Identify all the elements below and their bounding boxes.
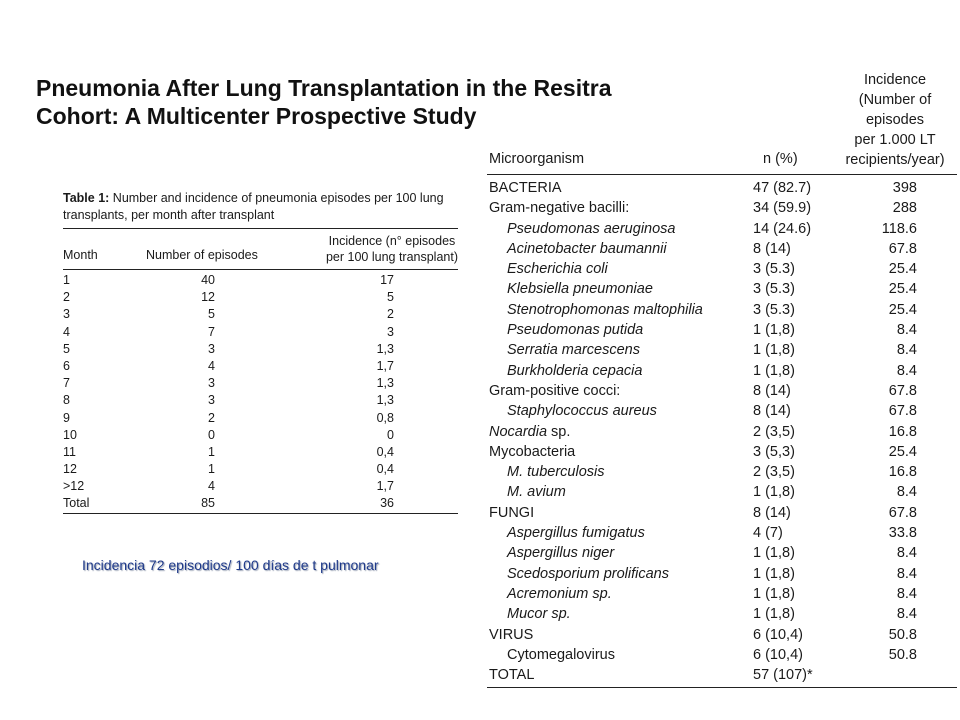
cell-n-percent: 8 (14) [753,382,791,399]
column-header-incidence-line: per 1.000 LT [854,132,936,148]
cell-n-percent: 4 (7) [753,525,783,542]
cell-month: 10 [63,427,77,442]
column-header-incidence-line-1: Incidence (n° episodes [328,234,456,248]
cell-microorganism: VIRUS [489,626,534,643]
column-header-incidence-per-1000 [835,70,955,170]
cell-microorganism: Mucor sp. [507,606,571,623]
cell-incidence: 16.8 [888,464,917,481]
cell-microorganism: Acinetobacter baumannii [507,240,667,257]
cell-microorganism: Gram-positive cocci: [489,382,621,399]
cell-incidence: 25.4 [888,301,917,318]
cell-month: 9 [63,410,70,425]
microorganism-row [487,645,957,665]
cell-microorganism: Gram-negative bacilli: [489,200,630,217]
cell-month: 4 [63,324,70,339]
cell-microorganism: Mycobacteria [489,443,576,460]
cell-microorganism: Aspergillus fumigatus [507,525,645,542]
microorganism-row [487,219,957,239]
cell-month: 8 [63,393,70,408]
table-row [63,427,458,444]
cell-month: 2 [63,290,70,305]
cell-n-percent: 14 (24.6) [753,220,812,237]
incidence-note: Incidencia 72 episodios/ 100 días de t pulmonar [82,557,379,573]
cell-microorganism: BACTERIA [489,180,562,196]
cell-incidence: 25.4 [888,261,917,278]
cell-episodes: 3 [208,376,215,391]
cell-incidence: 0,8 [376,410,394,425]
microorganism-row [487,279,957,299]
cell-incidence: 8.4 [896,545,917,562]
cell-incidence: 50.8 [888,646,917,663]
table-bottom-rule [63,513,458,514]
cell-microorganism: M. tuberculosis [507,464,605,481]
cell-month: 5 [63,341,70,356]
cell-episodes: 5 [208,307,215,322]
table-row [63,324,458,341]
cell-incidence: 288 [892,200,917,217]
table-row [63,358,458,375]
microorganism-row [487,442,957,462]
cell-month: 7 [63,376,70,391]
cell-n-percent: 8 (14) [753,504,791,521]
cell-microorganism: Escherichia coli [507,261,608,278]
cell-incidence: 67.8 [888,240,917,257]
microorganism-row [487,422,957,442]
cell-month: 3 [63,307,70,322]
microorganism-row [487,462,957,482]
cell-n-percent: 1 (1,8) [753,342,795,359]
cell-n-percent: 3 (5.3) [753,301,795,318]
table-caption-text: Number and incidence of pneumonia episodes per 100 lung transplants, per month after transplant [63,191,444,222]
cell-n-percent: 3 (5.3) [753,261,795,278]
microorganism-row [487,625,957,645]
cell-n-percent: 1 (1,8) [753,585,795,602]
cell-month: 12 [63,462,77,477]
table-row [63,306,458,323]
cell-episodes: 3 [208,393,215,408]
table-row [63,444,458,461]
cell-n-percent: 8 (14) [753,240,791,257]
cell-n-percent: 1 (1,8) [753,545,795,562]
table-caption [63,190,458,224]
microorganism-row [487,361,957,381]
table-caption-label: Table 1: [63,191,110,205]
cell-episodes: 4 [208,358,215,373]
column-header-month: Month [63,248,98,262]
cell-incidence: 16.8 [888,423,917,440]
table-row [63,410,458,427]
table-row [63,341,458,358]
microorganism-table-body [487,175,957,685]
cell-microorganism: Pseudomonas aeruginosa [507,220,676,237]
table-header [63,229,458,269]
cell-n-percent: 47 (82.7) [753,180,812,196]
cell-incidence: 8.4 [896,585,917,602]
cell-microorganism-suffix: sp. [547,423,571,440]
microorganism-row [487,665,957,685]
cell-microorganism: Staphylococcus aureus [507,403,657,420]
table-body [63,270,458,513]
cell-microorganism: TOTAL [489,667,535,684]
cell-incidence: 67.8 [888,403,917,420]
slide-title-line-2: Cohort: A Multicenter Prospective Study [36,103,477,129]
column-header-incidence-line: (Number of [858,92,932,108]
column-header-incidence-line: recipients/year) [845,152,945,168]
cell-incidence: 8.4 [896,362,917,379]
column-header-episodes: Number of episodes [146,248,258,262]
table-row [63,392,458,409]
cell-incidence: 0,4 [376,462,394,477]
cell-microorganism: M. avium [507,484,566,501]
cell-microorganism [489,422,570,442]
cell-n-percent: 1 (1,8) [753,606,795,623]
cell-n-percent: 6 (10,4) [753,646,803,663]
column-header-incidence-line: Incidence [863,72,927,88]
cell-incidence: 2 [387,307,394,322]
cell-incidence: 1,7 [376,479,394,494]
microorganism-row [487,259,957,279]
cell-incidence: 8.4 [896,565,917,582]
microorganism-row [487,239,957,259]
cell-episodes: 3 [208,341,215,356]
cell-episodes: 4 [208,479,215,494]
microorganism-table [487,68,957,688]
cell-microorganism: FUNGI [489,504,535,521]
cell-incidence: 17 [380,273,394,287]
cell-n-percent: 3 (5.3) [753,281,795,298]
microorganism-row [487,564,957,584]
cell-incidence: 3 [387,324,394,339]
cell-episodes: 0 [208,427,215,442]
cell-n-percent: 34 (59.9) [753,200,812,217]
cell-incidence: 0,4 [376,444,394,459]
microorganism-row [487,300,957,320]
cell-episodes: 12 [201,290,215,305]
cell-incidence: 0 [387,427,394,442]
cell-incidence: 118.6 [881,220,917,237]
cell-microorganism: Pseudomonas putida [507,322,644,339]
cell-n-percent: 2 (3,5) [753,423,795,440]
cell-incidence: 5 [387,290,394,305]
table-row [63,272,458,289]
cell-incidence: 25.4 [888,281,917,298]
microorganism-row [487,584,957,604]
cell-microorganism: Cytomegalovirus [507,646,615,663]
cell-incidence: 33.8 [888,525,917,542]
cell-episodes: 1 [208,462,215,477]
cell-n-percent: 1 (1,8) [753,362,795,379]
microorganism-row [487,401,957,421]
cell-month: 6 [63,358,70,373]
microorganism-row [487,482,957,502]
microorganism-row [487,198,957,218]
microorganism-row [487,543,957,563]
microorganism-table-bottom-rule [487,687,957,688]
cell-microorganism: Burkholderia cepacia [507,362,643,379]
table-row [63,478,458,495]
cell-n-percent: 57 (107)* [753,667,813,684]
cell-incidence: 8.4 [896,484,917,501]
cell-incidence: 8.4 [896,322,917,339]
microorganism-table-header [487,68,957,174]
cell-episodes: 85 [201,496,215,511]
table-row [63,375,458,392]
cell-n-percent: 8 (14) [753,403,791,420]
column-header-incidence-line-2: per 100 lung transplant) [325,250,458,264]
cell-n-percent: 6 (10,4) [753,626,803,643]
microorganism-row [487,523,957,543]
cell-episodes: 2 [208,410,215,425]
cell-episodes: 40 [201,273,215,287]
microorganism-row [487,381,957,401]
cell-incidence: 8.4 [896,342,917,359]
cell-microorganism: Stenotrophomonas maltophilia [507,301,703,318]
column-header-n-percent: n (%) [763,151,798,167]
episodes-per-month-table [63,190,458,514]
microorganism-row [487,340,957,360]
cell-microorganism: Scedosporium prolificans [507,565,669,582]
cell-month: >12 [63,479,85,494]
table-row [63,461,458,478]
microorganism-row [487,178,957,198]
cell-episodes: 1 [208,444,215,459]
cell-n-percent: 1 (1,8) [753,565,795,582]
cell-incidence: 1,7 [376,358,394,373]
cell-incidence: 398 [892,180,917,196]
column-header-incidence [326,233,458,265]
cell-microorganism: Aspergillus niger [507,545,615,562]
cell-n-percent: 2 (3,5) [753,464,795,481]
slide-title-line-1: Pneumonia After Lung Transplantation in the Resitra [36,75,612,101]
table-row [63,495,458,512]
cell-month: Total [63,496,90,511]
cell-month: 1 [63,273,70,287]
cell-microorganism: Klebsiella pneumoniae [507,281,653,298]
cell-n-percent: 3 (5,3) [753,443,795,460]
cell-microorganism: Acremonium sp. [507,585,612,602]
cell-incidence: 50.8 [888,626,917,643]
microorganism-row [487,503,957,523]
cell-incidence: 67.8 [888,382,917,399]
cell-incidence: 25.4 [888,443,917,460]
column-header-incidence-line: episodes [865,112,925,128]
cell-incidence: 36 [380,496,394,511]
cell-incidence: 1,3 [376,393,394,408]
cell-n-percent: 1 (1,8) [753,322,795,339]
cell-incidence: 1,3 [376,376,394,391]
table-row [63,289,458,306]
cell-n-percent: 1 (1,8) [753,484,795,501]
cell-incidence: 1,3 [376,341,394,356]
microorganism-row [487,320,957,340]
column-header-microorganism: Microorganism [489,151,585,167]
cell-microorganism: Serratia marcescens [507,342,640,359]
cell-microorganism-genus: Nocardia [489,423,548,440]
cell-incidence: 67.8 [888,504,917,521]
cell-incidence: 8.4 [896,606,917,623]
cell-episodes: 7 [208,324,215,339]
cell-month: 11 [63,444,76,459]
microorganism-row [487,604,957,624]
